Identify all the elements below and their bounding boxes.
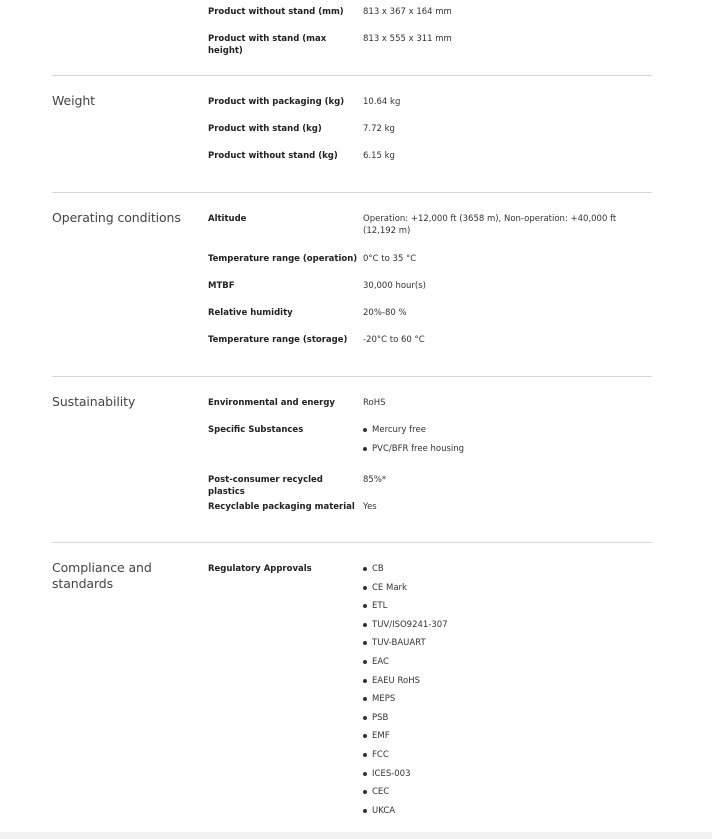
section-divider [52, 542, 652, 543]
spec-value: 20%-80 % [363, 308, 407, 318]
list-item: PVC/BFR free housing [363, 443, 623, 462]
spec-value: Yes [363, 502, 377, 512]
spec-value [363, 424, 623, 461]
section-divider [52, 376, 652, 377]
list-item: MEPS [363, 693, 623, 712]
list-item: Mercury free [363, 424, 623, 443]
spec-label: Product with stand (kg) [208, 124, 322, 134]
spec-value: 85%* [363, 475, 387, 485]
list-item: TUV/ISO9241-307 [363, 619, 623, 638]
list-item: EMF [363, 730, 623, 749]
list-item: EAC [363, 656, 623, 675]
spec-value: 30,000 hour(s) [363, 281, 426, 291]
spec-value: 0°C to 35 °C [363, 254, 417, 264]
section-title: Weight [52, 93, 95, 108]
spec-value: -20°C to 60 °C [363, 335, 425, 345]
spec-value [363, 563, 623, 823]
spec-label: Product with packaging (kg) [208, 97, 345, 107]
section-title: Sustainability [52, 394, 136, 409]
spec-label: Product with stand (max height) [208, 34, 327, 56]
spec-label: Temperature range (operation) [208, 254, 358, 264]
list-item: CEC [363, 786, 623, 805]
spec-label: MTBF [208, 281, 235, 291]
spec-label: Relative humidity [208, 308, 293, 318]
spec-value: 10.64 kg [363, 97, 401, 107]
list-item: ICES-003 [363, 768, 623, 787]
section-divider [52, 75, 652, 76]
spec-label: Specific Substances [208, 425, 304, 435]
list-item: CB [363, 563, 623, 582]
list-item: ETL [363, 600, 623, 619]
section-title: Compliance and standards [52, 560, 152, 591]
section-title: Operating conditions [52, 210, 181, 225]
spec-value: 7.72 kg [363, 124, 395, 134]
list-item: EAEU RoHS [363, 675, 623, 694]
spec-value: 6.15 kg [363, 151, 395, 161]
section-divider [52, 192, 652, 193]
spec-label: Product without stand (kg) [208, 151, 338, 161]
spec-label: Environmental and energy [208, 398, 335, 408]
spec-value: Operation: +12,000 ft (3658 m), Non-operation: +40,000 ft (12,192 m) [363, 214, 617, 236]
list-item: FCC [363, 749, 623, 768]
bottom-bar [0, 832, 712, 839]
list-item: CE Mark [363, 582, 623, 601]
spec-value: 813 x 555 x 311 mm [363, 34, 452, 44]
spec-label: Altitude [208, 214, 247, 224]
spec-label: Temperature range (storage) [208, 335, 348, 345]
spec-value: RoHS [363, 398, 386, 408]
spec-label: Product without stand (mm) [208, 7, 344, 17]
list-item: TUV-BAUART [363, 637, 623, 656]
spec-label: Regulatory Approvals [208, 564, 312, 574]
spec-label: Post-consumer recycled plastics [208, 475, 323, 497]
list-item: PSB [363, 712, 623, 731]
list-item: UKCA [363, 805, 623, 824]
spec-value: 813 x 367 x 164 mm [363, 7, 452, 17]
spec-label: Recyclable packaging material [208, 502, 355, 512]
substances-list [363, 424, 623, 461]
approvals-list [363, 563, 623, 823]
